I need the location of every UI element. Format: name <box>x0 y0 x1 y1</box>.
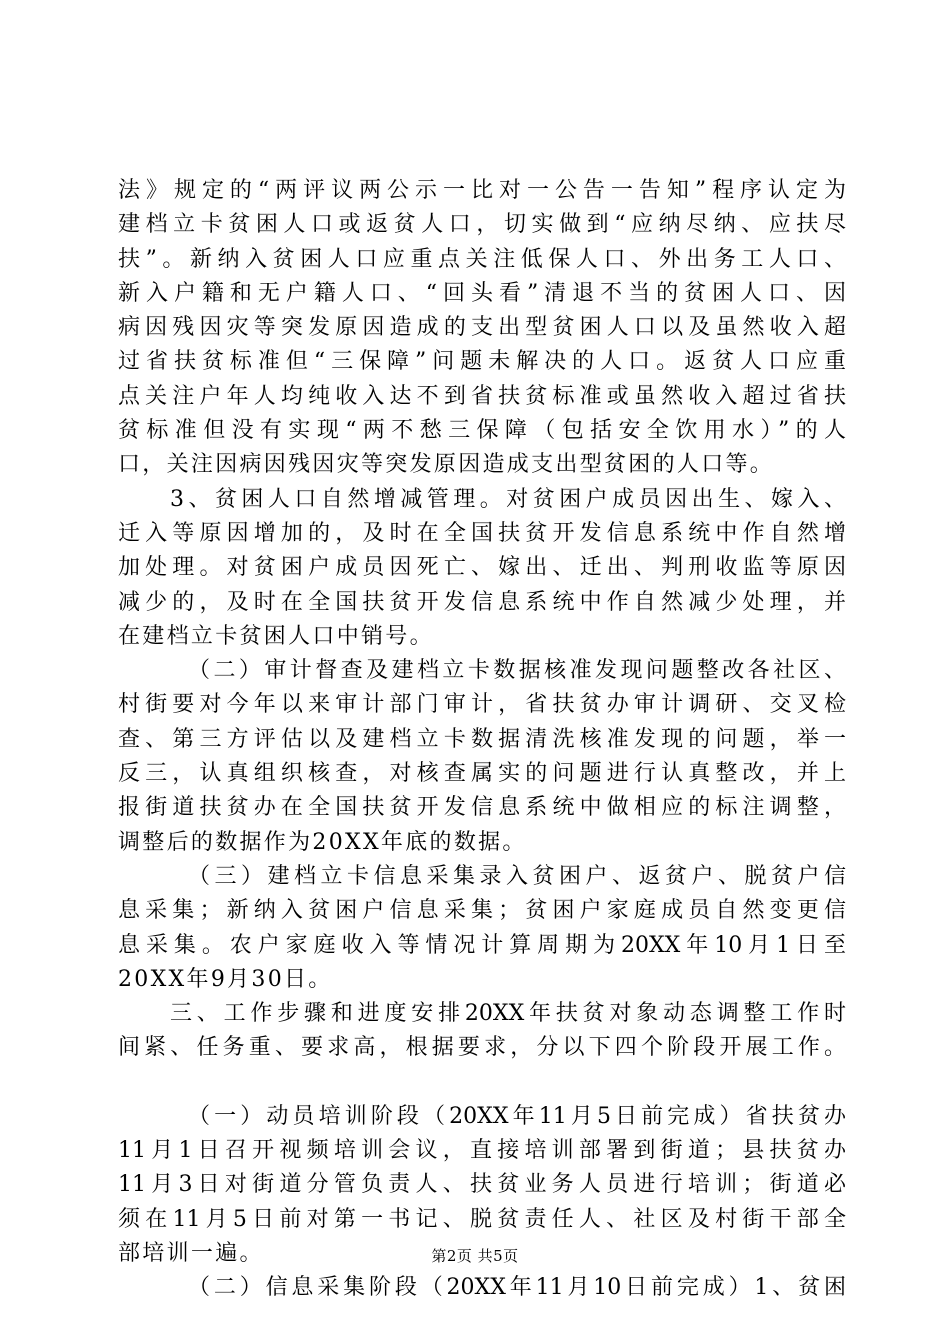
text-line: 口，关注因病因残因灾等突发原因造成支出型贫困的人口等。 <box>118 452 775 478</box>
text-line: 反三，认真组织核查，对核查属实的问题进行认真整改，并上 <box>118 761 846 787</box>
text-line: 贫标准但没有实现“两不愁三保障（包括安全饮用水）”的人 <box>118 418 846 444</box>
text-line: 扶”。新纳入贫困人口应重点关注低保人口、外出务工人口、 <box>118 246 846 272</box>
text-line: 20XX年9月30日。 <box>118 966 333 992</box>
paragraph-start-line: 3、贫困人口自然增减管理。对贫困户成员因出生、嫁入、 <box>170 486 846 512</box>
text-line: 过省扶贫标准但“三保障”问题未解决的人口。返贫人口应重 <box>118 349 846 375</box>
document-body <box>118 174 846 1306</box>
paragraph-start-line: 三、工作步骤和进度安排20XX年扶贫对象动态调整工作时 <box>170 1001 846 1027</box>
paragraph-start-line: （三）建档立卡信息采集录入贫困户、返贫户、脱贫户信 <box>188 863 846 889</box>
text-line: 11月1日召开视频培训会议，直接培训部署到街道；县扶贫办 <box>118 1138 846 1164</box>
text-line: 病因残因灾等突发原因造成的支出型贫困人口以及虽然收入超 <box>118 315 846 341</box>
text-line: 点关注户年人均纯收入达不到省扶贫标准或虽然收入超过省扶 <box>118 383 846 409</box>
paragraph-start-line: （二）审计督查及建档立卡数据核准发现问题整改各社区、 <box>188 658 846 684</box>
text-line: 报街道扶贫办在全国扶贫开发信息系统中做相应的标注调整， <box>118 795 846 821</box>
text-line: 调整后的数据作为20XX年底的数据。 <box>118 829 527 855</box>
paragraph-start-line: （一）动员培训阶段（20XX年11月5日前完成）省扶贫办 <box>188 1103 846 1129</box>
text-line: 间紧、任务重、要求高，根据要求，分以下四个阶段开展工作。 <box>118 1035 846 1061</box>
text-line: 新入户籍和无户籍人口、“回头看”清退不当的贫困人口、因 <box>118 280 846 306</box>
text-line: 加处理。对贫困户成员因死亡、嫁出、迁出、判刑收监等原因 <box>118 555 846 581</box>
text-line: 查、第三方评估以及建档立卡数据清洗核准发现的问题，举一 <box>118 726 846 752</box>
text-line: 息采集。农户家庭收入等情况计算周期为20XX年10月1日至 <box>118 932 846 958</box>
text-line: 在建档立卡贫困人口中销号。 <box>118 623 434 649</box>
text-line: 息采集；新纳入贫困户信息采集；贫困户家庭成员自然变更信 <box>118 898 846 924</box>
blank-line <box>118 1066 846 1100</box>
text-line: 部培训一遍。 <box>118 1240 264 1266</box>
text-line: 法》规定的“两评议两公示一比对一公告一告知”程序认定为 <box>118 178 846 203</box>
text-line: 须在11月5日前对第一书记、脱贫责任人、社区及村街干部全 <box>118 1206 846 1232</box>
text-line: 迁入等原因增加的，及时在全国扶贫开发信息系统中作自然增 <box>118 520 846 546</box>
text-line: 减少的，及时在全国扶贫开发信息系统中作自然减少处理，并 <box>118 589 846 615</box>
text-line: 11月3日对街道分管负责人、扶贫业务人员进行培训；街道必 <box>118 1172 846 1198</box>
text-line: 建档立卡贫困人口或返贫人口，切实做到“应纳尽纳、应扶尽 <box>118 212 846 238</box>
paragraph-start-line: （二）信息采集阶段（20XX年11月10日前完成）1、贫困 <box>188 1275 846 1301</box>
page-number-footer: 第2页 共5页 <box>431 1247 519 1265</box>
text-line: 村街要对今年以来审计部门审计，省扶贫办审计调研、交叉检 <box>118 692 846 718</box>
